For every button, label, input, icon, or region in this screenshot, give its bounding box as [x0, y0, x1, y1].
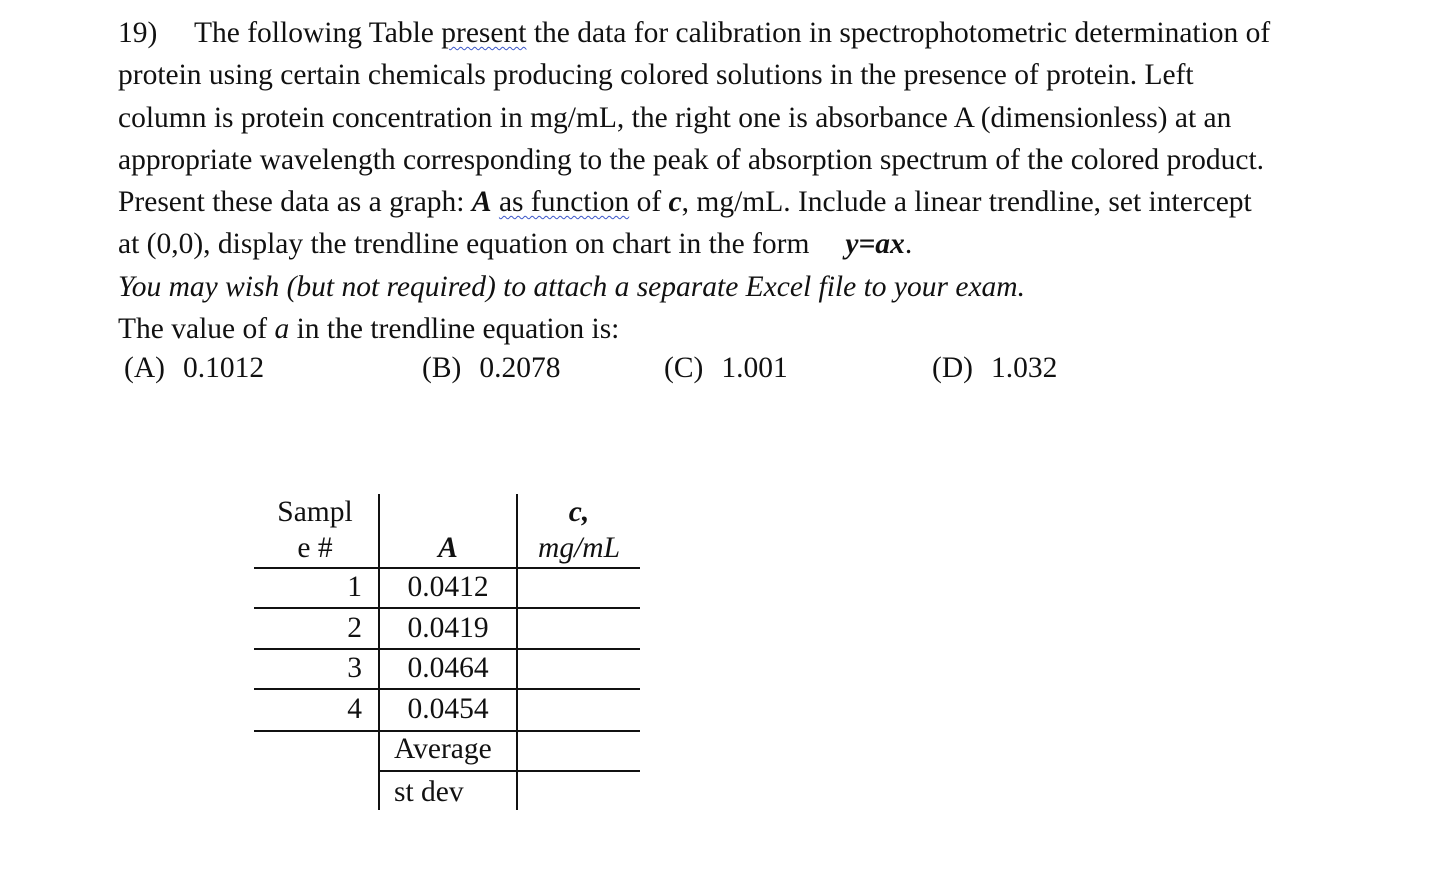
choice-label: (B) — [422, 352, 462, 384]
question-line-5: Present these data as a graph: A as function of c, mg/mL. Include a linear trendline, set intercept — [118, 186, 1252, 219]
table-cell-sample: 3 — [347, 652, 362, 684]
average-label: Average — [394, 733, 492, 765]
average-value-cell[interactable] — [518, 732, 640, 768]
table-cell-concentration[interactable] — [518, 650, 640, 686]
variable-c: c — [668, 186, 682, 219]
question-number: 19) — [118, 17, 158, 49]
choice-label: (C) — [664, 352, 704, 384]
choice-label: (A) — [124, 352, 165, 384]
table-cell-sample: 1 — [347, 571, 362, 603]
variable-A: A — [471, 186, 492, 219]
table-cell-absorbance: 0.0419 — [407, 612, 489, 644]
table-cell-sample: 4 — [347, 693, 362, 725]
table-cell-concentration[interactable] — [518, 610, 640, 646]
question-line-2: protein using certain chemicals producing colored solutions in the presence of protein. Left — [118, 59, 1194, 92]
choice-value: 0.1012 — [182, 352, 265, 384]
choice-label: (D) — [932, 352, 973, 384]
question-line-1: 19) The following Table present the data for calibration in spectrophotometric determination of — [118, 12, 1408, 54]
table-rule — [254, 607, 640, 609]
stdev-label: st dev — [394, 776, 464, 808]
table-cell-absorbance: 0.0454 — [407, 693, 489, 725]
question-prompt: The value of a in the trendline equation is: — [118, 313, 620, 346]
header-concentration: c, mg/mL — [538, 496, 620, 564]
header-absorbance: A — [438, 532, 458, 564]
choice-value: 1.032 — [990, 352, 1058, 384]
table-cell-concentration[interactable] — [518, 569, 640, 605]
table-cell-concentration[interactable] — [518, 691, 640, 727]
table-cell-absorbance: 0.0412 — [407, 571, 489, 603]
question-line-4: appropriate wavelength corresponding to the peak of absorption spectrum of the colored product. — [118, 143, 1265, 176]
answer-choices — [0, 352, 1454, 396]
variable-a: a — [274, 313, 290, 346]
question-text — [118, 12, 1408, 350]
spellcheck-underlined-word: present — [441, 17, 527, 49]
table-cell-sample: 2 — [347, 612, 362, 644]
choice-b[interactable] — [422, 352, 560, 385]
choice-value: 1.001 — [721, 352, 788, 384]
header-sample: Sampl e # — [277, 496, 353, 564]
table-rule — [254, 688, 640, 690]
question-line-3: column is protein concentration in mg/mL, the right one is absorbance A (dimensionless) at an — [118, 101, 1232, 134]
choice-a[interactable] — [124, 352, 264, 385]
excel-note: You may wish (but not required) to attach a separate Excel file to your exam. — [118, 270, 1025, 303]
spellcheck-underlined-phrase: as function — [498, 186, 630, 219]
stdev-value-cell[interactable] — [518, 772, 640, 808]
choice-c[interactable] — [664, 352, 788, 385]
trendline-equation-form: y=ax — [845, 228, 905, 261]
choice-d[interactable] — [932, 352, 1057, 385]
table-cell-absorbance: 0.0464 — [407, 652, 489, 684]
choice-value: 0.2078 — [479, 352, 561, 384]
question-line-6: at (0,0), display the trendline equation on chart in the form y=ax. — [118, 228, 913, 261]
